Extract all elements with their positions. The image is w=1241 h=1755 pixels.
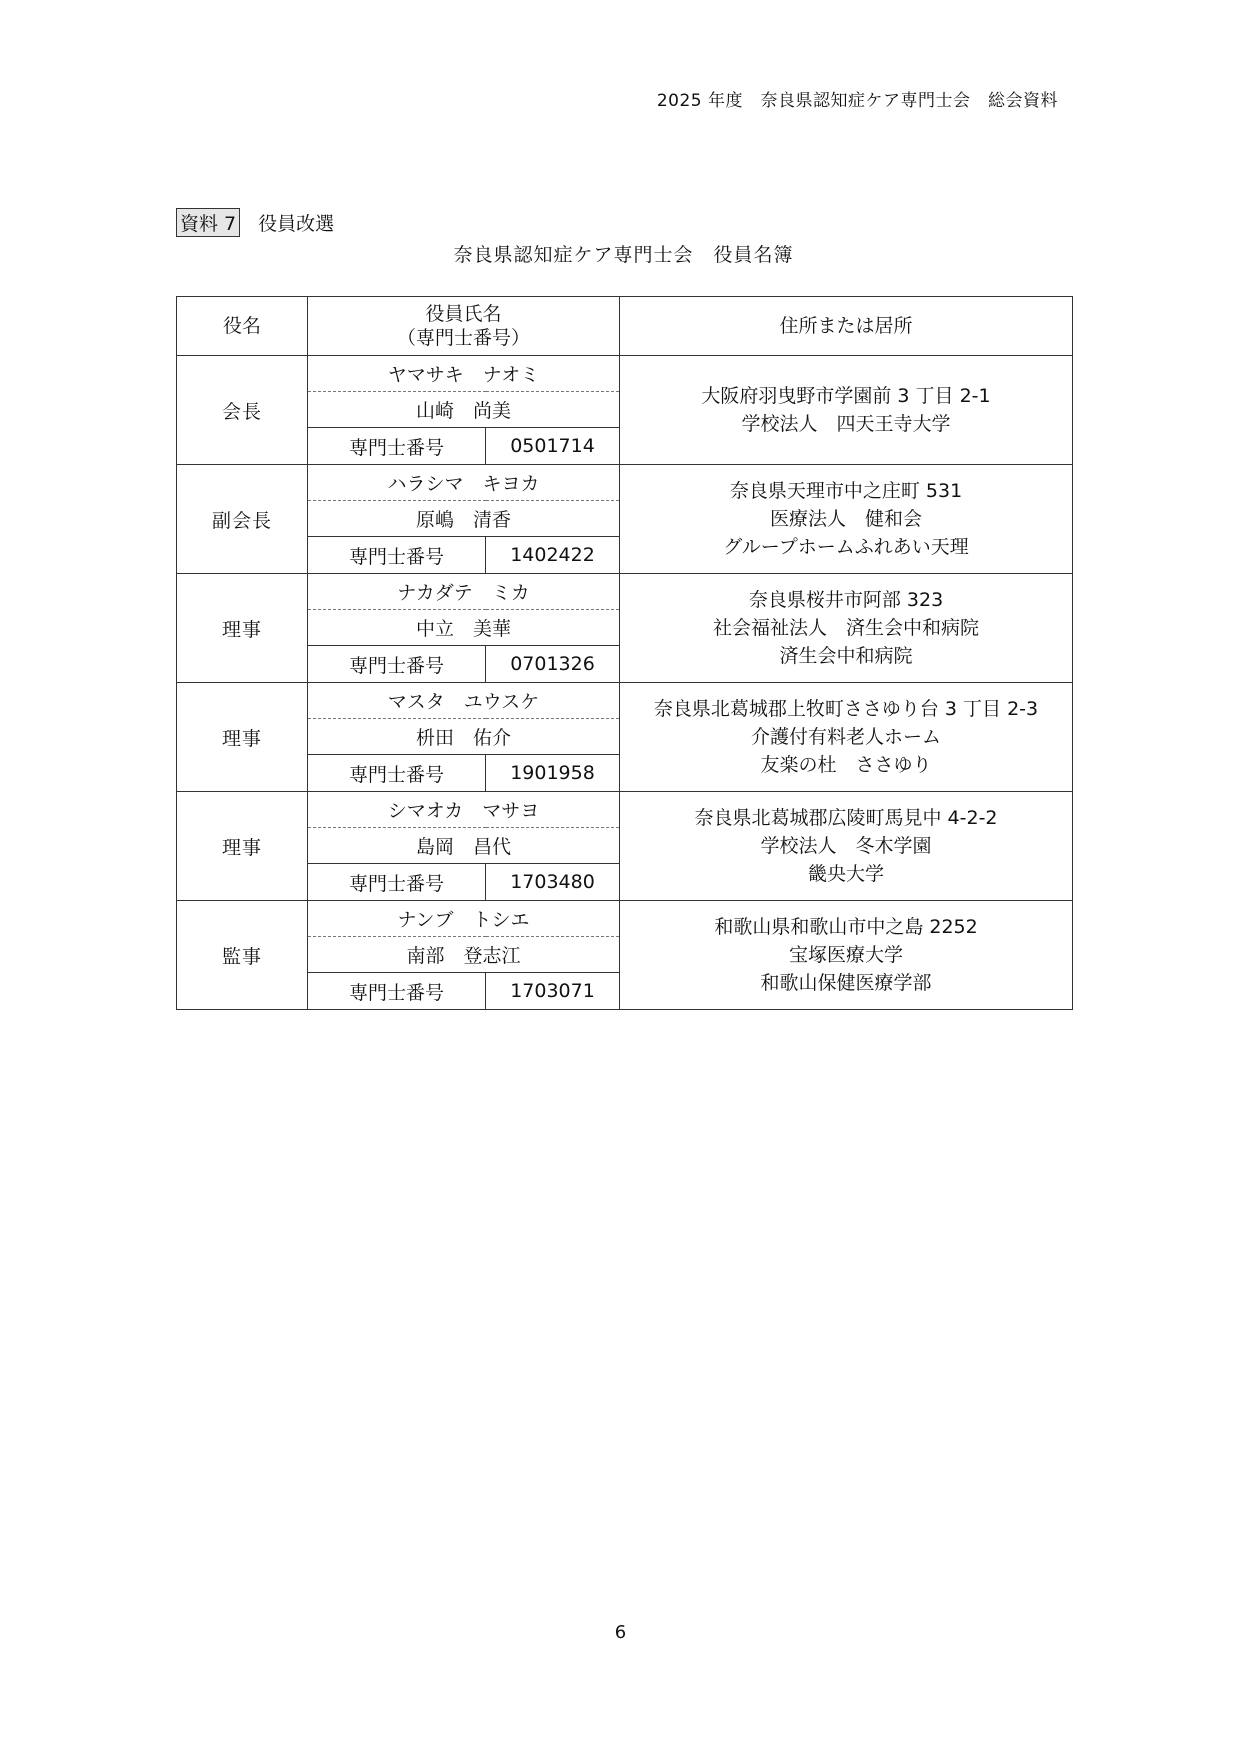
address-line: 奈良県北葛城郡広陵町馬見中 4-2-2 <box>694 807 998 829</box>
section-title-text: 役員改選 <box>258 213 335 235</box>
address-line: 介護付有料老人ホーム <box>751 726 942 748</box>
name-kanji-cell: 中立 美華 <box>308 610 620 646</box>
address-cell <box>620 792 1073 901</box>
address-line: 済生会中和病院 <box>779 645 913 667</box>
address-cell <box>620 465 1073 574</box>
license-label-cell: 専門士番号 <box>308 973 486 1010</box>
role-cell: 理事 <box>177 792 308 901</box>
name-kana-cell: ナンブ トシエ <box>308 901 620 937</box>
table-body <box>177 356 1073 1010</box>
license-number-cell: 1901958 <box>486 755 620 792</box>
license-number-cell: 1402422 <box>486 537 620 574</box>
table-header-row <box>177 297 1073 356</box>
role-cell: 理事 <box>177 574 308 683</box>
table-row <box>177 901 1073 937</box>
address-line: グループホームふれあい天理 <box>723 536 969 558</box>
table-row <box>177 574 1073 610</box>
license-number-cell: 1703480 <box>486 864 620 901</box>
name-kana-cell: マスタ ユウスケ <box>308 683 620 719</box>
address-line: 奈良県桜井市阿部 323 <box>748 589 944 611</box>
name-kana-cell: シマオカ マサヨ <box>308 792 620 828</box>
table-row <box>177 683 1073 719</box>
address-cell <box>620 574 1073 683</box>
document-header: 2025 年度 奈良県認知症ケア専門士会 総会資料 <box>656 91 1058 111</box>
name-kanji-cell: 南部 登志江 <box>308 937 620 973</box>
role-cell: 監事 <box>177 901 308 1010</box>
address-line: 和歌山保健医療学部 <box>760 972 932 994</box>
address-line: 学校法人 四天王寺大学 <box>741 413 951 435</box>
name-kanji-cell: 原嶋 清香 <box>308 501 620 537</box>
role-cell: 会長 <box>177 356 308 465</box>
license-label-cell: 専門士番号 <box>308 755 486 792</box>
address-line: 社会福祉法人 済生会中和病院 <box>713 617 980 639</box>
address-line: 学校法人 冬木学園 <box>760 835 932 857</box>
officer-roster-table <box>176 296 1073 1010</box>
section-badge: 資料 7 <box>176 208 240 237</box>
license-label-cell: 専門士番号 <box>308 537 486 574</box>
address-line: 畿央大学 <box>808 863 885 885</box>
name-kanji-cell: 島岡 昌代 <box>308 828 620 864</box>
license-number-cell: 0701326 <box>486 646 620 683</box>
license-number-cell: 1703071 <box>486 973 620 1010</box>
address-line: 和歌山県和歌山市中之島 2252 <box>714 916 978 938</box>
page-number: 6 <box>614 1622 627 1643</box>
address-cell <box>620 901 1073 1010</box>
header-address: 住所または居所 <box>620 297 1073 356</box>
header-name-line1: 役員氏名 <box>425 303 502 325</box>
address-cell <box>620 356 1073 465</box>
section-heading <box>176 208 334 237</box>
license-label-cell: 専門士番号 <box>308 864 486 901</box>
role-cell: 副会長 <box>177 465 308 574</box>
address-line: 奈良県北葛城郡上牧町ささゆり台 3 丁目 2-3 <box>653 698 1039 720</box>
header-name-line2: （専門士番号） <box>397 327 531 349</box>
address-line: 奈良県天理市中之庄町 531 <box>729 480 963 502</box>
name-kana-cell: ハラシマ キヨカ <box>308 465 620 501</box>
license-number-cell: 0501714 <box>486 428 620 465</box>
license-label-cell: 専門士番号 <box>308 646 486 683</box>
name-kana-cell: ナカダテ ミカ <box>308 574 620 610</box>
name-kanji-cell: 山崎 尚美 <box>308 392 620 428</box>
address-line: 宝塚医療大学 <box>789 944 904 966</box>
address-line: 大阪府羽曳野市学園前 3 丁目 2-1 <box>701 385 991 407</box>
table-row <box>177 356 1073 392</box>
header-role: 役名 <box>177 297 308 356</box>
role-cell: 理事 <box>177 683 308 792</box>
document-title: 奈良県認知症ケア専門士会 役員名簿 <box>453 244 794 266</box>
table-row <box>177 792 1073 828</box>
address-line: 友楽の杜 ささゆり <box>760 754 932 776</box>
table-row <box>177 465 1073 501</box>
name-kanji-cell: 枡田 佑介 <box>308 719 620 755</box>
address-cell <box>620 683 1073 792</box>
address-line: 医療法人 健和会 <box>770 508 923 530</box>
license-label-cell: 専門士番号 <box>308 428 486 465</box>
header-name <box>308 297 620 356</box>
name-kana-cell: ヤマサキ ナオミ <box>308 356 620 392</box>
